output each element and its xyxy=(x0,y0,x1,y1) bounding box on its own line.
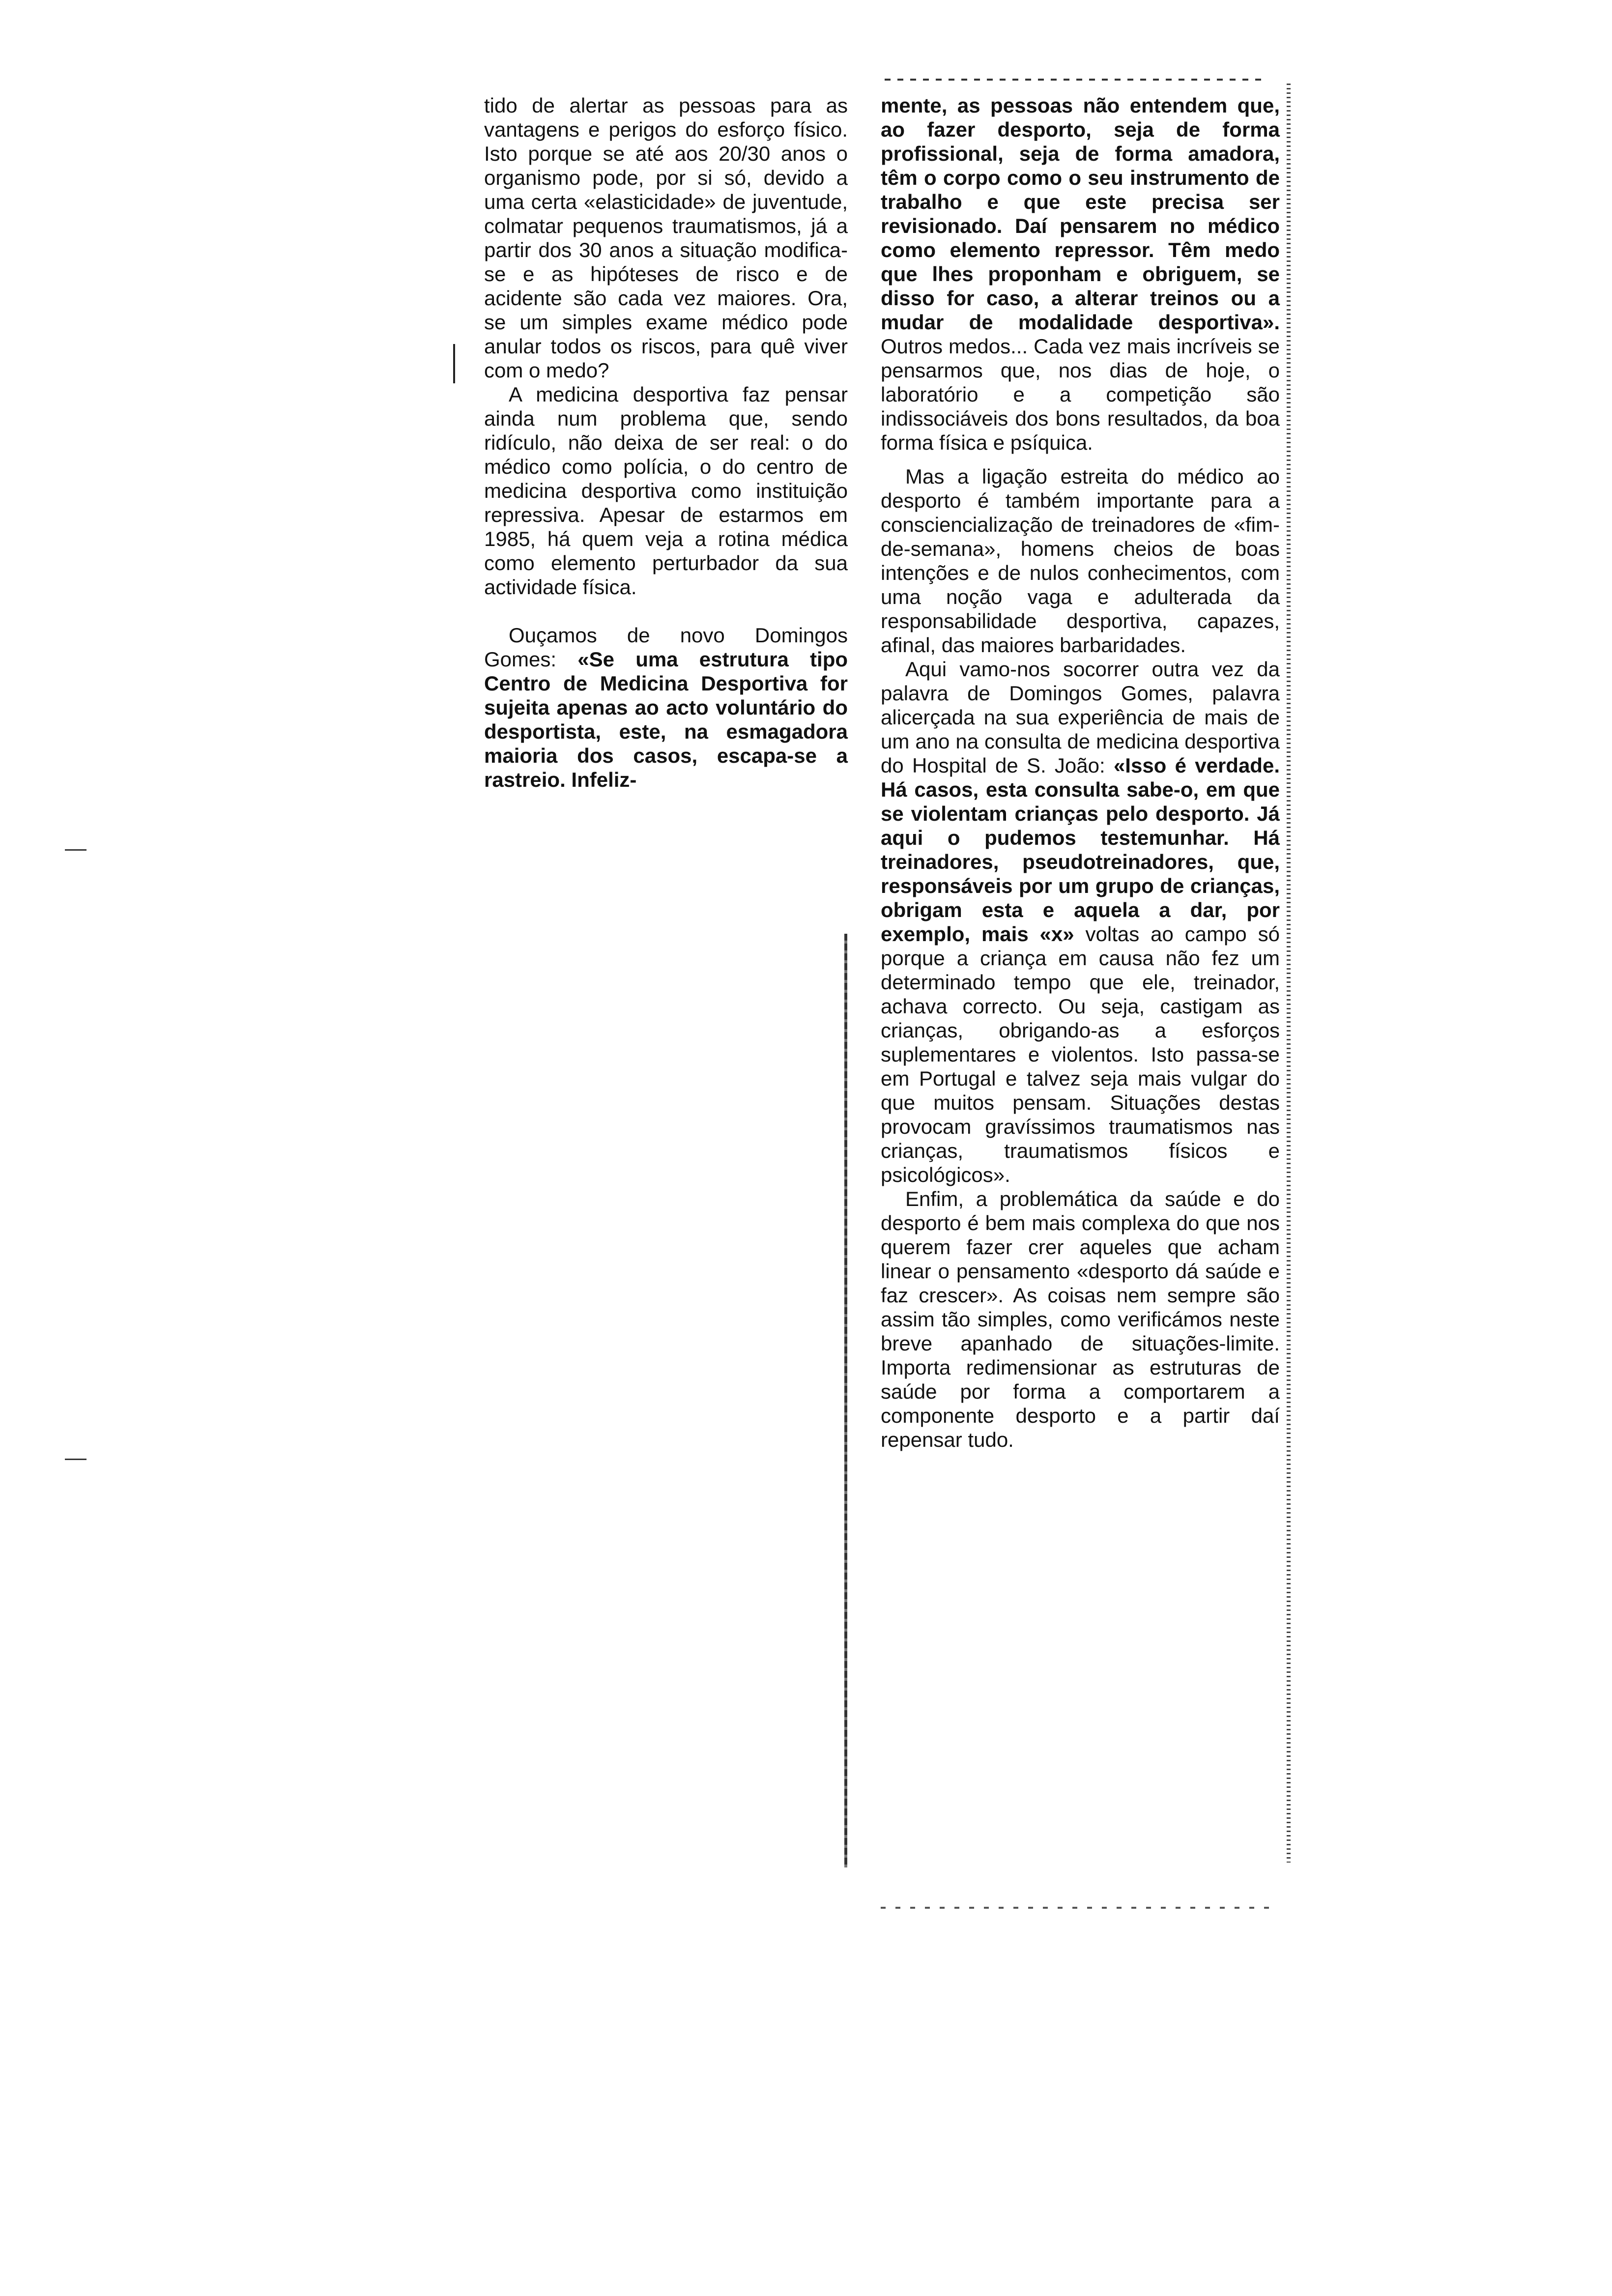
article-column-left xyxy=(484,93,848,792)
top-edge-noise xyxy=(885,79,1268,81)
paragraph-quote-intro: Ouçamos de novo Domingos Gomes: «Se uma estrutura tipo Centro de Medicina Desportiva for sujeita apenas ao acto voluntário do desportista, este, na esmagadora maioria dos casos, escapa-se a rastreio. Infeliz- xyxy=(484,624,848,791)
paragraph: A medicina desportiva faz pensar ainda num problema que, sendo ridículo, não deixa de ser real: o do médico como polícia, o do centro de medicina desportiva como instituição repressiva. Apesar de estarmos em 1985, há quem veja a rotina médica como elemento perturbador da sua actividade física. xyxy=(484,383,848,599)
quote-bold: mente, as pessoas não entendem que, ao fazer desporto, seja de forma profissional, seja de forma amadora, têm o corpo como o seu instrumento de trabalho e que este precisa ser revisionado. Daí pensarem no médico como elemento repressor. Têm medo que lhes proponham e obriguem, se disso for caso, a alterar treinos ou a mudar de modalidade desportiva». xyxy=(881,94,1280,334)
bottom-edge-noise xyxy=(881,1907,1274,1909)
margin-dash-2 xyxy=(65,1459,86,1460)
paragraph: mente, as pessoas não entendem que, ao fazer desporto, seja de forma profissional, seja de forma amadora, têm o corpo como o seu instrumento de trabalho e que este precisa ser revisionado. Daí pensarem no médico como elemento repressor. Têm medo que lhes proponham e obriguem, se disso for caso, a alterar treinos ou a mudar de modalidade desportiva». Outros medos... Cada vez mais incríveis se pensarmos que, nos dias de hoje, o laboratório e a competição são indissociáveis dos bons resultados, da boa forma física e psíquica. xyxy=(881,94,1280,454)
paragraph: Mas a ligação estreita do médico ao desporto é também importante para a consciencialização de treinadores de «fim-de-semana», homens cheios de boas intenções e de nulos conhecimentos, com uma noção vaga e adulterada da responsabilidade desportiva, capazes, afinal, das maiores barbaridades. xyxy=(881,465,1280,657)
quote-bold: «Se uma estrutura tipo Centro de Medicina Desportiva for sujeita apenas ao acto voluntário do desportista, este, na esmagadora maioria dos casos, escapa-se a rastreio. Infeliz- xyxy=(484,648,848,791)
margin-dash-1 xyxy=(65,849,86,851)
right-edge-noise xyxy=(1287,84,1291,1863)
paragraph: Enfim, a problemática da saúde e do desporto é bem mais complexa do que nos querem fazer crer aqueles que acham linear o pensamento «desporto dá saúde e faz crescer». As coisas nem sempre são assim tão simples, como verificámos neste breve apanhado de situações-limite. Importa redimensionar as estruturas de saúde por forma a comportarem a componente desporto e a partir daí repensar tudo. xyxy=(881,1187,1280,1451)
left-margin-mark xyxy=(453,344,455,383)
quote-bold: «Isso é verdade. Há casos, esta consulta sabe-o, em que se violentam crianças pelo desporto. Já aqui o pudemos testemunhar. Há treinadores, pseudotreinadores, que, responsáveis por um grupo de crianças, obrigam esta e aquela a dar, por exemplo, mais «x» xyxy=(881,754,1280,946)
column-divider-line xyxy=(844,934,847,1867)
paragraph: tido de alertar as pessoas para as vantagens e perigos do esforço físico. Isto porque se até aos 20/30 anos o organismo pode, por si só, devido a uma certa «elasticidade» de juventude, colmatar pequenos traumatismos, já a partir dos 30 anos a situação modifica-se e as hipóteses de risco e de acidente são cada vez maiores. Ora, se um simples exame médico pode anular todos os riscos, para quê viver com o medo? xyxy=(484,94,848,382)
article-column-right xyxy=(881,93,1280,1452)
paragraph: Aqui vamo-nos socorrer outra vez da palavra de Domingos Gomes, palavra alicerçada na sua experiência de mais de um ano na consulta de medicina desportiva do Hospital de S. João: «Isso é verdade. Há casos, esta consulta sabe-o, em que se violentam crianças pelo desporto. Já aqui o pudemos testemunhar. Há treinadores, pseudotreinadores, que, responsáveis por um grupo de crianças, obrigam esta e aquela a dar, por exemplo, mais «x» voltas ao campo só porque a criança em causa não fez um determinado tempo que ele, treinador, achava correcto. Ou seja, castigam as crianças, obrigando-as a esforços suplementares e violentos. Isto passa-se em Portugal e talvez seja mais vulgar do que muitos pensam. Situações destas provocam gravíssimos traumatismos nas crianças, traumatismos físicos e psicológicos». xyxy=(881,658,1280,1186)
